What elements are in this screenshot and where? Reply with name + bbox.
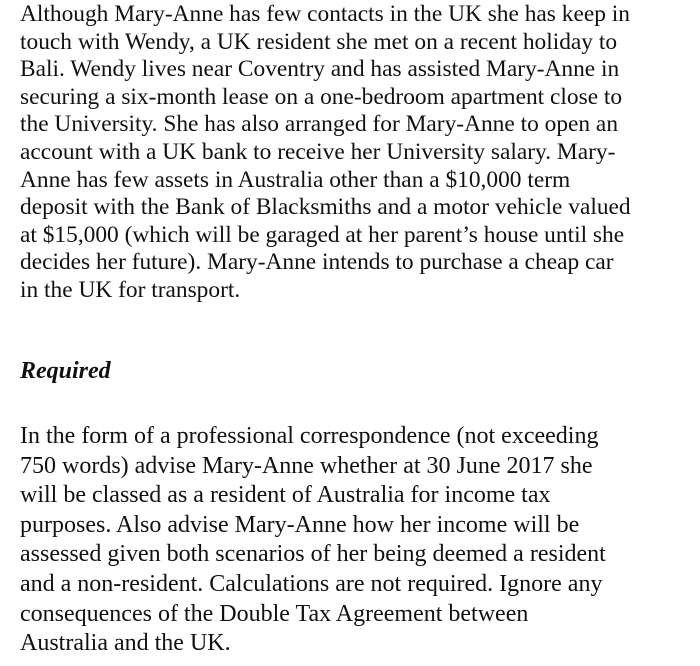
intro-line: account with a UK bank to receive her University salary. Mary- [20, 138, 616, 165]
intro-line: in the UK for transport. [20, 276, 241, 303]
intro-line: touch with Wendy, a UK resident she met on a recent holiday to [20, 28, 618, 55]
question-line: consequences of the Double Tax Agreement between [20, 600, 529, 627]
question-line: purposes. Also advise Mary-Anne how her income will be [20, 511, 580, 538]
intro-paragraph [20, 1, 631, 305]
intro-line: at $15,000 (which will be garaged at her parent’s house until she [20, 221, 625, 248]
question-line: 750 words) advise Mary-Anne whether at 30 June 2017 she [20, 452, 593, 479]
question-line: Australia and the UK. [20, 630, 231, 657]
intro-line: Although Mary-Anne has few contacts in the UK she has keep in [20, 1, 630, 27]
required-heading: Required [20, 358, 111, 384]
question-line: assessed given both scenarios of her being deemed a resident [20, 541, 606, 568]
intro-line: Bali. Wendy lives near Coventry and has assisted Mary-Anne in [20, 56, 620, 83]
intro-line: decides her future). Mary-Anne intends to purchase a cheap car [20, 249, 614, 276]
question-line: and a non-resident. Calculations are not required. Ignore any [20, 570, 603, 597]
question-line: will be classed as a resident of Australia for income tax [20, 482, 551, 509]
intro-line: Anne has few assets in Australia other than a $10,000 term [20, 166, 571, 193]
intro-line: securing a six-month lease on a one-bedroom apartment close to [20, 83, 623, 110]
question-paragraph [20, 422, 606, 659]
question-line: In the form of a professional correspondence (not exceeding [20, 423, 599, 449]
intro-line: deposit with the Bank of Blacksmiths and a motor vehicle valued [20, 194, 631, 221]
intro-line: the University. She has also arranged for Mary-Anne to open an [20, 111, 619, 138]
